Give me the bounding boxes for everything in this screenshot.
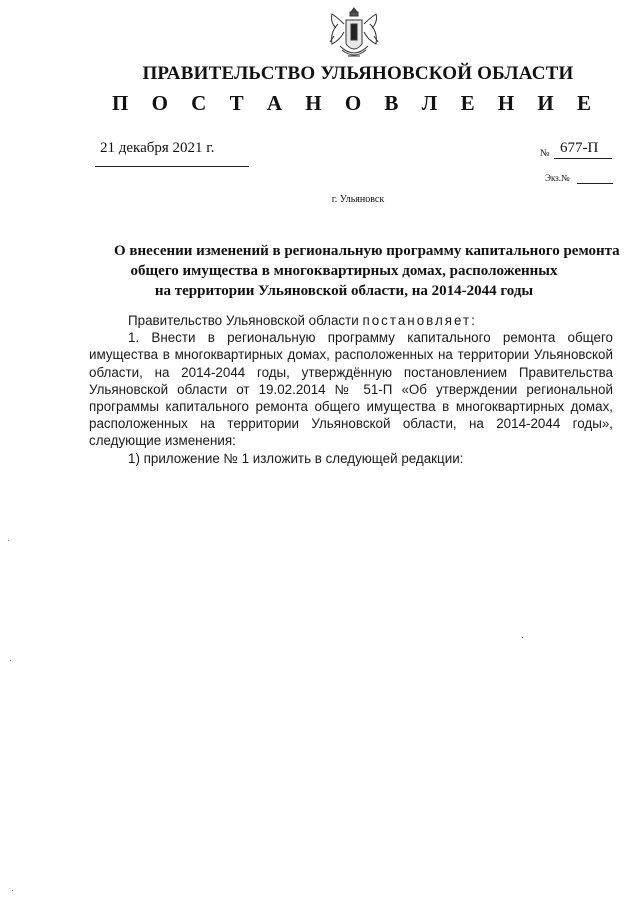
document-type: П О С Т А Н О В Л Е Н И Е [111, 91, 600, 115]
scan-speck [522, 637, 523, 638]
number-sign: № [540, 148, 550, 159]
number-underline [554, 158, 612, 159]
paragraph-1: 1. Внести в региональную программу капитального ремонта общего имущества в многоквартирных домах, расположенных на территории Ульяновской области, на 2014-2044 годы, утверждённую постановлением Правительства Ульяновской области от 19.02.2014 № 51-П «Об утверждении региональной программы капитального ремонта общего имущества в многоквартирных домах, расположенных на территории Ульяновской области, на 2014-2044 годы», следующие изменения: [89, 330, 613, 449]
copy-label: Экз.№ [545, 173, 570, 183]
copy-underline [577, 183, 613, 184]
title-line: общего имущества в многоквартирных домах, расположенных [130, 263, 558, 279]
scan-speck [8, 540, 9, 541]
intro-paragraph [89, 312, 613, 329]
scan-speck [12, 890, 13, 891]
date-underline [95, 166, 249, 167]
document-title [114, 241, 620, 301]
coat-of-arms-emblem-icon [326, 6, 382, 64]
document-date: 21 декабря 2021 г. [100, 140, 215, 156]
intro-subject: Правительство Ульяновской области [128, 313, 359, 328]
number-value: 677-П [560, 140, 599, 156]
scan-speck [10, 660, 11, 661]
title-line: О внесении изменений в региональную программу капитального ремонта [114, 243, 620, 259]
city: г. Ульяновск [331, 194, 385, 205]
intro-verb: постановляет: [362, 313, 477, 328]
document-body [89, 312, 613, 467]
government-name: ПРАВИТЕЛЬСТВО УЛЬЯНОВСКОЙ ОБЛАСТИ [142, 63, 574, 84]
title-line: на территории Ульяновской области, на 2014-2044 годы [154, 283, 534, 299]
document-number [540, 140, 615, 162]
paragraph-2: 1) приложение № 1 изложить в следующей редакции: [128, 450, 464, 466]
